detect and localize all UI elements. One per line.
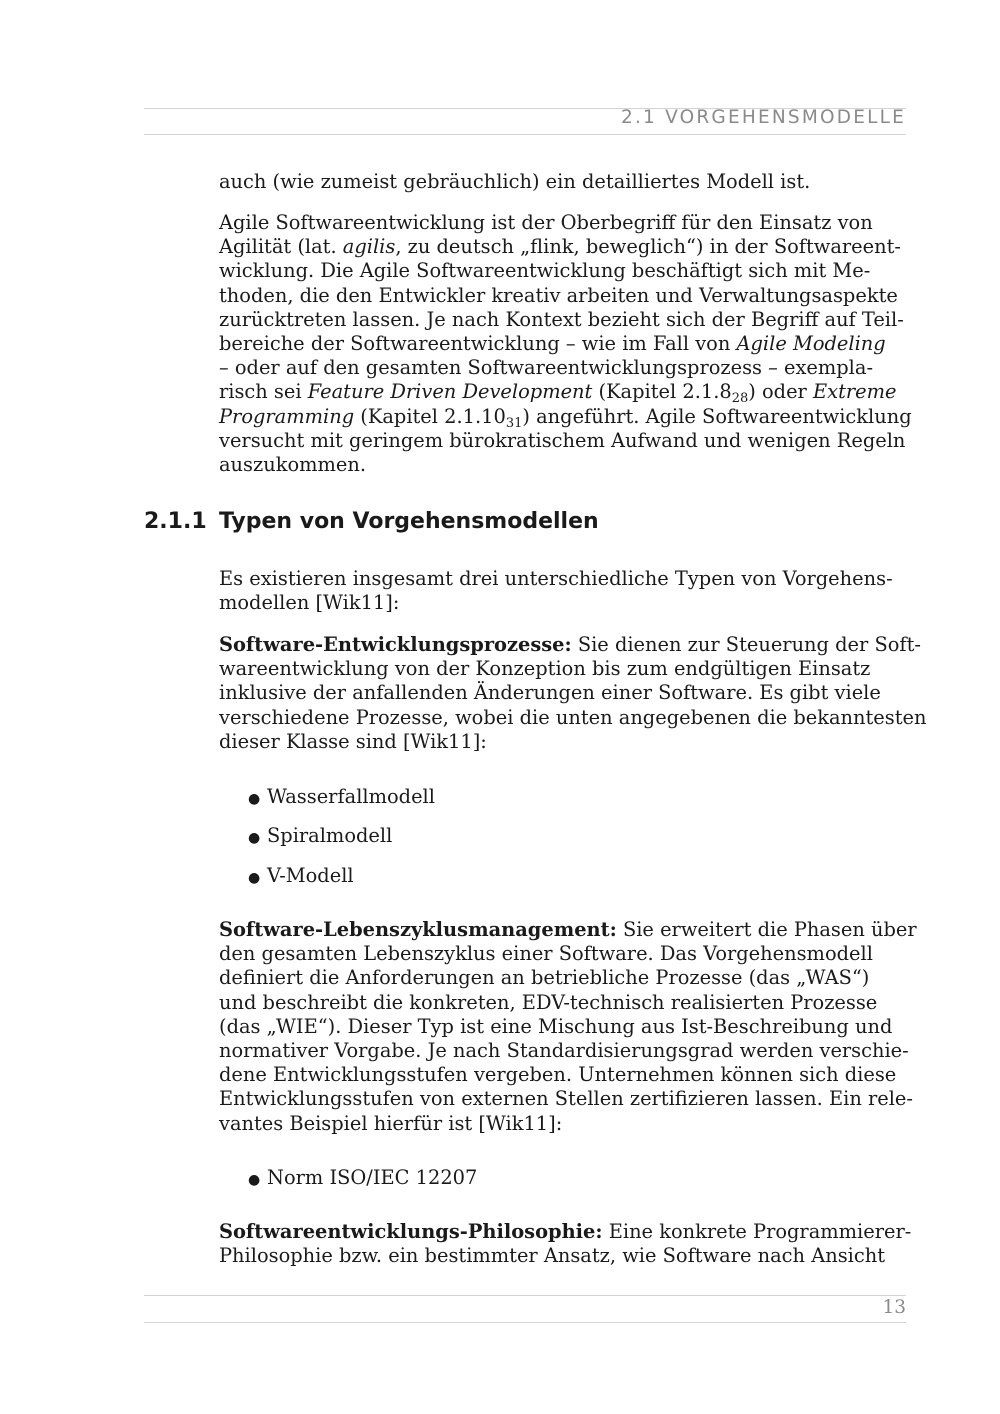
list-item: ● Norm ISO/IEC 12207 bbox=[248, 1166, 477, 1192]
types-intro: Es existieren insgesamt drei unterschiedliche Typen von Vorgehens- modellen [Wik11]: bbox=[219, 567, 893, 615]
footer-rule-bottom bbox=[144, 1322, 906, 1323]
list-item: ● V-Modell bbox=[248, 864, 354, 890]
running-head: 2.1 VORGEHENSMODELLE bbox=[620, 107, 906, 128]
list-item: ● Wasserfallmodell bbox=[248, 785, 435, 811]
term-label: Software-Entwicklungsprozesse: bbox=[219, 633, 572, 656]
item-software-lebenszyklusmanagement: Software-Lebenszyklusmanagement: Sie erweitert die Phasen über den gesamten Lebenszyklus einer Software. Das Vorgehensmodell definiert die Anforderungen an betriebliche Prozesse (das „WAS“) und beschreibt die konkreten, EDV-technisch realisierten Prozesse (das „WIE“). Dieser Typ ist eine Mischung aus Ist-Beschreibung und normativer Vorgabe. Je nach Standardisierungsgrad werden verschie- dene Entwicklungsstufen vergeben. Unternehmen können sich diese Entwicklungsstufen von externen Stellen zertifizieren lassen. Ein rele- vantes Beispiel hierfür ist [Wik11]: bbox=[219, 918, 917, 1135]
bullet-icon: ● bbox=[248, 791, 261, 807]
list-item: ● Spiralmodell bbox=[248, 824, 392, 850]
section-heading bbox=[144, 509, 599, 534]
agile-paragraph: Agile Softwareentwicklung ist der Oberbegriff für den Einsatz von Agilität (lat. agilis, zu deutsch „flink, beweglich“) in der Softwareent- wicklung. Die Agile Softwareentwicklung beschäftigt sich mit Me- thoden, die den Entwickler kreativ arbeiten und Verwaltungsaspekte zurücktreten lassen. Je nach Kontext bezieht sich der Begriff auf Teil- bereiche der Softwareentwicklung – wie im Fall von Agile Modeling – oder auf den gesamten Softwareentwicklungsprozess – exempla- risch sei Feature Driven Development (Kapitel $2.1.8_{28}$) oder Extreme Programming (Kapitel $2.1.10_{31}$) angeführt. Agile Softwareentwicklung versucht mit geringem bürokratischem Aufwand und wenigen Regeln auszukommen. bbox=[219, 211, 912, 477]
bullet-icon: ● bbox=[248, 870, 261, 886]
section-number: 2.1.1 bbox=[144, 509, 207, 534]
bullet-icon: ● bbox=[248, 830, 261, 846]
intro-line: auch (wie zumeist gebräuchlich) ein detailliertes Modell ist. bbox=[219, 170, 811, 193]
bullet-icon: ● bbox=[248, 1172, 261, 1188]
header-rule-bottom bbox=[144, 134, 906, 135]
item-softwareentwicklungs-philosophie: Softwareentwicklungs-Philosophie: Eine konkrete Programmierer- Philosophie bzw. ein bestimmter Ansatz, wie Software nach Ansicht bbox=[219, 1220, 912, 1268]
section-title: Typen von Vorgehensmodellen bbox=[219, 509, 599, 534]
footer-rule-top bbox=[144, 1295, 906, 1296]
term-label: Softwareentwicklungs-Philosophie: bbox=[219, 1220, 603, 1243]
page-number: 13 bbox=[882, 1297, 906, 1318]
item-software-entwicklungsprozesse: Software-Entwicklungsprozesse: Sie dienen zur Steuerung der Soft- wareentwicklung von der Konzeption bis zum endgültigen Einsatz inklusive der anfallenden Änderungen einer Software. Es gibt viele verschiedene Prozesse, wobei die unten angegebenen die bekanntesten dieser Klasse sind [Wik11]: bbox=[219, 633, 927, 753]
term-label: Software-Lebenszyklusmanagement: bbox=[219, 918, 617, 941]
